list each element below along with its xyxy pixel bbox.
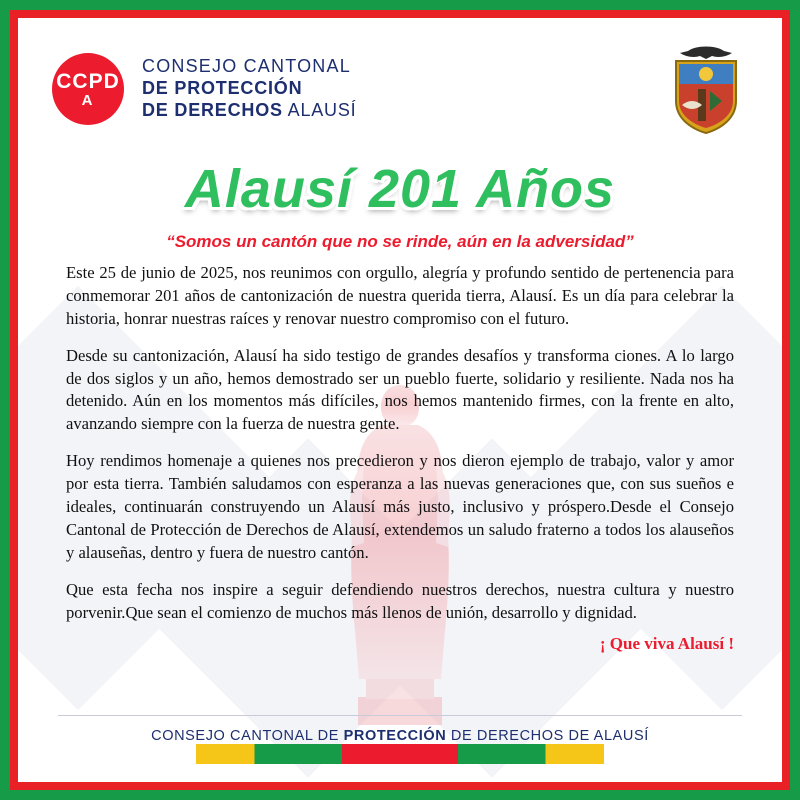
paragraph-2: Desde su cantonización, Alausí ha sido testigo de grandes desafíos y transforma ciones. A lo largo de dos siglos y un año, hemos demostrado ser un pueblo fuerte, solidario y resiliente. Nada nos ha detenido. Aún en los momentos más difíciles, nos hemos mantenido firmes, con la frente en alto, avanzando siempre con la fuerza de nuestra gente. [66,345,734,434]
closing-slogan: ¡ Que viva Alausí ! [599,634,734,654]
page-subtitle: “Somos un cantón que no se rinde, aún en la adversidad” [166,232,634,251]
body-text [66,262,734,656]
bottom-ribbon [36,744,764,764]
ccpd-logo [52,53,124,125]
poster-sheet [18,18,782,782]
page-title: Alausí 201 Años [184,159,616,219]
logo-subtext: A [81,91,95,109]
org-line-2: DE PROTECCIÓN [142,78,303,99]
title-block [18,158,782,252]
footer-part-3: DE DERECHOS DE ALAUSÍ [446,728,649,744]
org-line-3 [142,100,356,122]
org-line-3-strong: DE DERECHOS [142,99,283,120]
org-line-3-rest: ALAUSÍ [282,99,357,120]
org-line-1: CONSEJO CANTONAL [142,56,351,77]
organization-name [142,56,356,122]
footer-part-2: PROTECCIÓN [343,728,447,744]
paragraph-3: Hoy rendimos homenaje a quienes nos precedieron y nos dieron ejemplo de trabajo, valor y amor por esta tierra. También saludamos con esperanza a las nuevas generaciones que, con sus sueños e ideales, continuarán construyendo un Alausí más justo, inclusivo y próspero.Desde el Consejo Cantonal de Protección de Derechos de Alausí, extendemos un saludo fraterno a todos los alauseños y alauseñas, dentro y fuera de nuestro cantón. [66,451,734,562]
paragraph-1: Este 25 de junio de 2025, nos reunimos con orgullo, alegría y profundo sentido de pertenencia para conmemorar 201 años de cantonización de nuestra querida tierra, Alausí. Es un día para celebrar la historia, honrar nuestras raíces y renovar nuestro compromiso con el futuro. [66,263,734,328]
footer-part-1: CONSEJO CANTONAL DE [151,728,344,744]
coat-of-arms-icon [668,43,744,135]
paragraph-4: Que esta fecha nos inspire a seguir defendiendo nuestros derechos, nuestra cultura y nuestro porvenir.Que sean el comienzo de muchos más llenos de unión, desarrollo y dignidad. [66,579,734,622]
footer [36,728,764,744]
footer-divider [58,715,742,716]
header [38,34,762,144]
logo-text: CCPD [56,69,120,93]
